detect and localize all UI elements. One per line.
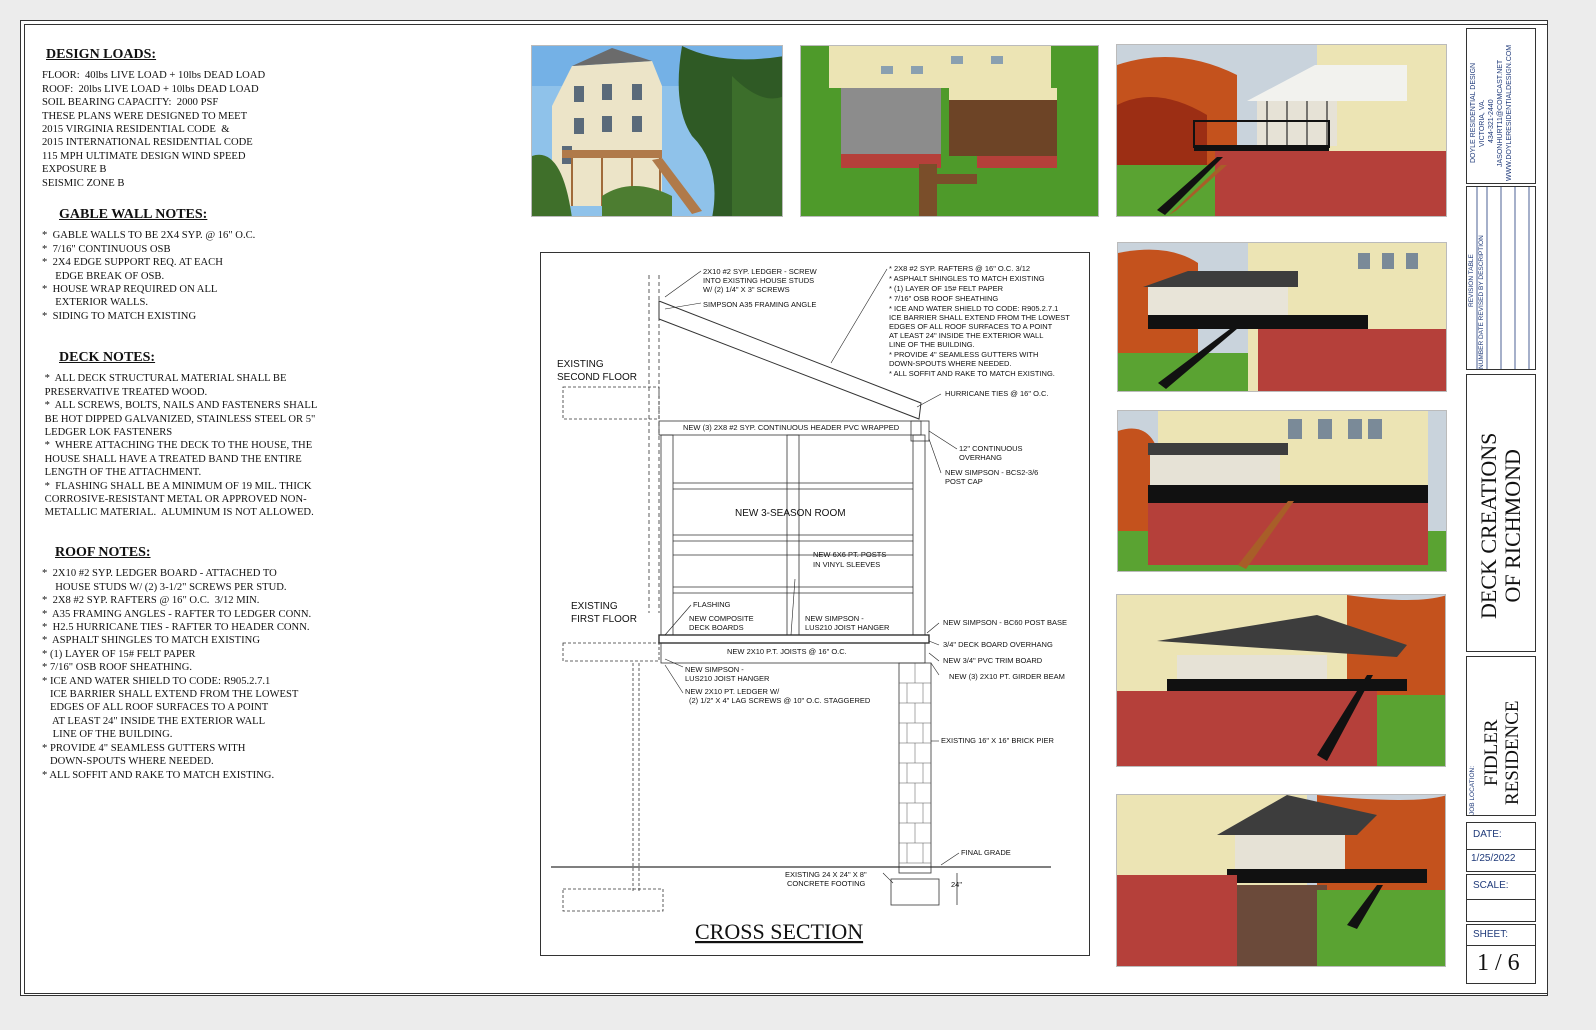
note-line: SEISMIC ZONE B <box>42 177 125 189</box>
note-line: SOIL BEARING CAPACITY: 2000 PSF <box>42 97 219 109</box>
label-overhang-1: 12" CONTINUOUS <box>959 444 1023 453</box>
designer-website: WWW.DOYLERESIDENTIALDESIGN.COM <box>1506 44 1513 181</box>
note-line: THESE PLANS WERE DESIGNED TO MEET <box>42 110 248 122</box>
designer-info <box>1469 45 1514 181</box>
label-rafters-9: LINE OF THE BUILDING. <box>889 340 975 349</box>
revision-table-title: REVISION TABLE <box>1468 254 1475 307</box>
label-composite-1: NEW COMPOSITE <box>689 614 754 623</box>
label-hurricane: HURRICANE TIES @ 16" O.C. <box>945 389 1049 398</box>
label-rafters-5: * ICE AND WATER SHIELD TO CODE: R905.2.7.1 <box>889 304 1059 313</box>
note-line: * 7/16" OSB ROOF SHEATHING. <box>42 662 193 674</box>
note-line: 2015 INTERNATIONAL RESIDENTIAL CODE <box>42 137 253 149</box>
job-name-line-1: FIDLER <box>1481 719 1502 786</box>
label-girder: NEW (3) 2X10 PT. GIRDER BEAM <box>949 672 1065 681</box>
label-rafters-11: DOWN-SPOUTS WHERE NEEDED. <box>889 359 1012 368</box>
label-pt-ledger-1: NEW 2X10 PT. LEDGER W/ <box>685 687 780 696</box>
rendering-side-view <box>1116 44 1447 217</box>
company-block <box>1466 374 1536 652</box>
revision-table <box>1466 186 1536 370</box>
gable-wall-notes <box>42 208 255 323</box>
note-line: LINE OF THE BUILDING. <box>42 729 173 741</box>
note-line: DOWN-SPOUTS WHERE NEEDED. <box>42 756 214 768</box>
note-line: * ICE AND WATER SHIELD TO CODE: R905.2.7.1 <box>42 675 271 687</box>
roof-notes-lines <box>42 567 311 782</box>
note-line: AT LEAST 24" INSIDE THE EXTERIOR WALL <box>42 715 266 727</box>
gable-wall-title: GABLE WALL NOTES: <box>59 207 208 222</box>
note-line: EXPOSURE B <box>42 164 107 176</box>
label-lus-mid-2: LUS210 JOIST HANGER <box>805 623 890 632</box>
designer-name: DOYLE RESIDENTIAL DESIGN <box>1470 62 1477 163</box>
designer-city: VICTORIA, VA. <box>1479 99 1486 147</box>
rendering-under-deck <box>1116 794 1446 967</box>
designer-phone: 434-321-2440 <box>1488 99 1495 143</box>
note-line: EDGES OF ALL ROOF SURFACES TO A POINT <box>42 702 269 714</box>
note-line: EXTERIOR WALLS. <box>42 297 149 309</box>
scale-label: SCALE: <box>1473 880 1509 891</box>
note-line: METALLIC MATERIAL. ALUMINUM IS NOT ALLOWED. <box>42 507 314 519</box>
label-rafters-1: * 2X8 #2 SYP. RAFTERS @ 16" O.C. 3/12 <box>889 264 1031 273</box>
label-ledger-3: W/ (2) 1/4" X 3" SCREWS <box>703 285 790 294</box>
revision-columns <box>1478 235 1485 369</box>
note-line: * 2X4 EDGE SUPPORT REQ. AT EACH <box>42 257 223 269</box>
label-existing-second-floor-2: SECOND FLOOR <box>557 372 638 383</box>
deck-notes-lines <box>42 372 317 519</box>
label-grade: FINAL GRADE <box>961 848 1011 857</box>
note-line: EDGE BREAK OF OSB. <box>42 270 165 282</box>
rendering-rear-angle-2 <box>1116 594 1446 767</box>
job-name-line-2: RESIDENCE <box>1502 700 1523 805</box>
note-line: 115 MPH ULTIMATE DESIGN WIND SPEED <box>42 150 246 162</box>
note-line: * 2X10 #2 SYP. LEDGER BOARD - ATTACHED TO <box>42 568 277 580</box>
note-line: * ALL SOFFIT AND RAKE TO MATCH EXISTING. <box>42 769 275 781</box>
roof-notes <box>42 546 311 782</box>
label-rafters-6: ICE BARRIER SHALL EXTEND FROM THE LOWEST <box>889 313 1070 322</box>
note-line: * H2.5 HURRICANE TIES - RAFTER TO HEADER CONN. <box>42 622 310 634</box>
revision-col-date: DATE <box>1478 322 1485 340</box>
roof-notes-title: ROOF NOTES: <box>55 545 151 560</box>
label-flashing: FLASHING <box>693 600 731 609</box>
design-loads-notes <box>42 48 265 190</box>
note-line: * HOUSE WRAP REQUIRED ON ALL <box>42 284 218 296</box>
label-bcs-1: NEW SIMPSON - BCS2-3/6 <box>945 468 1039 477</box>
note-line: * ALL SCREWS, BOLTS, NAILS AND FASTENERS SHALL <box>42 400 318 412</box>
label-lus-mid-1: NEW SIMPSON - <box>805 614 864 623</box>
rendering-rear-elevation <box>1117 410 1447 572</box>
revision-col-number: NUMBER <box>1478 340 1485 369</box>
note-line: CORROSIVE-RESISTANT METAL OR APPROVED NON- <box>42 494 307 506</box>
label-posts-2: IN VINYL SLEEVES <box>813 560 881 569</box>
label-ledger-1: 2X10 #2 SYP. LEDGER - SCREW <box>703 267 817 276</box>
date-block <box>1466 822 1536 872</box>
cross-section-title: CROSS SECTION <box>695 919 864 944</box>
label-existing-first-floor-2: FIRST FLOOR <box>571 614 637 625</box>
company-name <box>1477 433 1525 619</box>
note-line: HOUSE SHALL HAVE A TREATED BAND THE ENTIRE <box>42 453 302 465</box>
deck-notes-title: DECK NOTES: <box>59 350 156 365</box>
label-a35: SIMPSON A35 FRAMING ANGLE <box>703 300 817 309</box>
note-line: * ALL DECK STRUCTURAL MATERIAL SHALL BE <box>42 373 287 385</box>
label-lus-left-1: NEW SIMPSON - <box>685 665 744 674</box>
designer-block <box>1466 28 1536 184</box>
label-rafters-7: EDGES OF ALL ROOF SURFACES TO A POINT <box>889 322 1053 331</box>
note-line: * A35 FRAMING ANGLES - RAFTER TO LEDGER CONN. <box>42 608 312 620</box>
label-lus-left-2: LUS210 JOIST HANGER <box>685 674 770 683</box>
label-rafters-4: * 7/16" OSB ROOF SHEATHING <box>889 294 999 303</box>
note-line: LENGTH OF THE ATTACHMENT. <box>42 467 202 479</box>
cross-section-drawing <box>540 252 1090 956</box>
label-pier: EXISTING 16" X 16" BRICK PIER <box>941 736 1054 745</box>
note-line: * 7/16" CONTINUOUS OSB <box>42 243 171 255</box>
label-footing-2: CONCRETE FOOTING <box>787 879 866 888</box>
existing-house-photo <box>531 45 783 217</box>
rendering-rear-angle-1 <box>1117 242 1447 392</box>
company-name-line-2: OF RICHMOND <box>1500 449 1525 603</box>
label-trim: NEW 3/4" PVC TRIM BOARD <box>943 656 1043 665</box>
sheet-value: 1 / 6 <box>1477 950 1520 976</box>
scale-block <box>1466 874 1536 922</box>
note-line: * SIDING TO MATCH EXISTING <box>42 310 197 322</box>
label-bc60: NEW SIMPSON - BC60 POST BASE <box>943 618 1068 627</box>
design-loads-lines <box>42 69 265 190</box>
note-line: BE HOT DIPPED GALVANIZED, STAINLESS STEEL OR 5" <box>42 413 316 425</box>
label-posts-1: NEW 6X6 PT. POSTS <box>813 550 887 559</box>
label-dim-24: 24" <box>951 880 963 889</box>
label-existing-first-floor-1: EXISTING <box>571 601 618 612</box>
date-label: DATE: <box>1473 829 1502 840</box>
label-rafters-8: AT LEAST 24" INSIDE THE EXTERIOR WALL <box>889 331 1044 340</box>
label-header: NEW (3) 2X8 #2 SYP. CONTINUOUS HEADER PVC WRAPPED <box>683 423 900 432</box>
deck-notes <box>42 351 317 520</box>
sheet-block <box>1466 924 1536 984</box>
job-block <box>1466 656 1536 816</box>
note-line: * WHERE ATTACHING THE DECK TO THE HOUSE, THE <box>42 440 313 452</box>
label-deck-overhang: 3/4" DECK BOARD OVERHANG <box>943 640 1053 649</box>
label-existing-second-floor-1: EXISTING <box>557 359 604 370</box>
job-location-label: JOB LOCATION: <box>1469 766 1476 815</box>
note-line: * FLASHING SHALL BE A MINIMUM OF 19 MIL. THICK <box>42 480 312 492</box>
note-line: * PROVIDE 4" SEAMLESS GUTTERS WITH <box>42 742 246 754</box>
note-line: * ASPHALT SHINGLES TO MATCH EXISTING <box>42 635 260 647</box>
label-room: NEW 3-SEASON ROOM <box>735 508 846 519</box>
note-line: * GABLE WALLS TO BE 2X4 SYP. @ 16" O.C. <box>42 230 256 242</box>
note-line: ROOF: 20lbs LIVE LOAD + 10lbs DEAD LOAD <box>42 83 259 95</box>
revision-col-revised-by: REVISED BY <box>1478 281 1485 321</box>
sheet-label: SHEET: <box>1473 929 1509 940</box>
label-overhang-2: OVERHANG <box>959 453 1002 462</box>
label-rafters-2: * ASPHALT SHINGLES TO MATCH EXISTING <box>889 274 1045 283</box>
label-composite-2: DECK BOARDS <box>689 623 744 632</box>
label-rafters-3: * (1) LAYER OF 15# FELT PAPER <box>889 284 1004 293</box>
label-pt-ledger-2: (2) 1/2" X 4" LAG SCREWS @ 10" O.C. STAGGERED <box>689 696 871 705</box>
company-name-line-1: DECK CREATIONS <box>1476 432 1501 619</box>
date-value: 1/25/2022 <box>1471 853 1516 864</box>
label-bcs-2: POST CAP <box>945 477 983 486</box>
label-rafters-10: * PROVIDE 4" SEAMLESS GUTTERS WITH <box>889 350 1039 359</box>
revision-col-description: DESCRIPTION <box>1478 235 1485 280</box>
rendering-plan-view <box>800 45 1099 217</box>
note-line: FLOOR: 40lbs LIVE LOAD + 10lbs DEAD LOAD <box>42 70 266 82</box>
label-rafters-12: * ALL SOFFIT AND RAKE TO MATCH EXISTING. <box>889 369 1055 378</box>
designer-email: JASONHURT11@COMCAST.NET <box>1497 59 1504 167</box>
label-footing-1: EXISTING 24 X 24" X 8" <box>785 870 867 879</box>
label-ledger-2: INTO EXISTING HOUSE STUDS <box>703 276 815 285</box>
note-line: ICE BARRIER SHALL EXTEND FROM THE LOWEST <box>42 689 299 701</box>
note-line: 2015 VIRGINIA RESIDENTIAL CODE & <box>42 124 230 136</box>
gable-wall-lines <box>42 229 255 323</box>
note-line: * 2X8 #2 SYP. RAFTERS @ 16" O.C. 3/12 MIN. <box>42 595 260 607</box>
note-line: LEDGER LOK FASTENERS <box>42 427 173 439</box>
note-line: * (1) LAYER OF 15# FELT PAPER <box>42 648 196 660</box>
job-name <box>1481 701 1523 806</box>
note-line: HOUSE STUDS W/ (2) 3-1/2" SCREWS PER STUD. <box>42 581 287 593</box>
label-joists: NEW 2X10 P.T. JOISTS @ 16" O.C. <box>727 647 847 656</box>
design-loads-title: DESIGN LOADS: <box>46 47 157 62</box>
note-line: PRESERVATIVE TREATED WOOD. <box>42 386 208 398</box>
